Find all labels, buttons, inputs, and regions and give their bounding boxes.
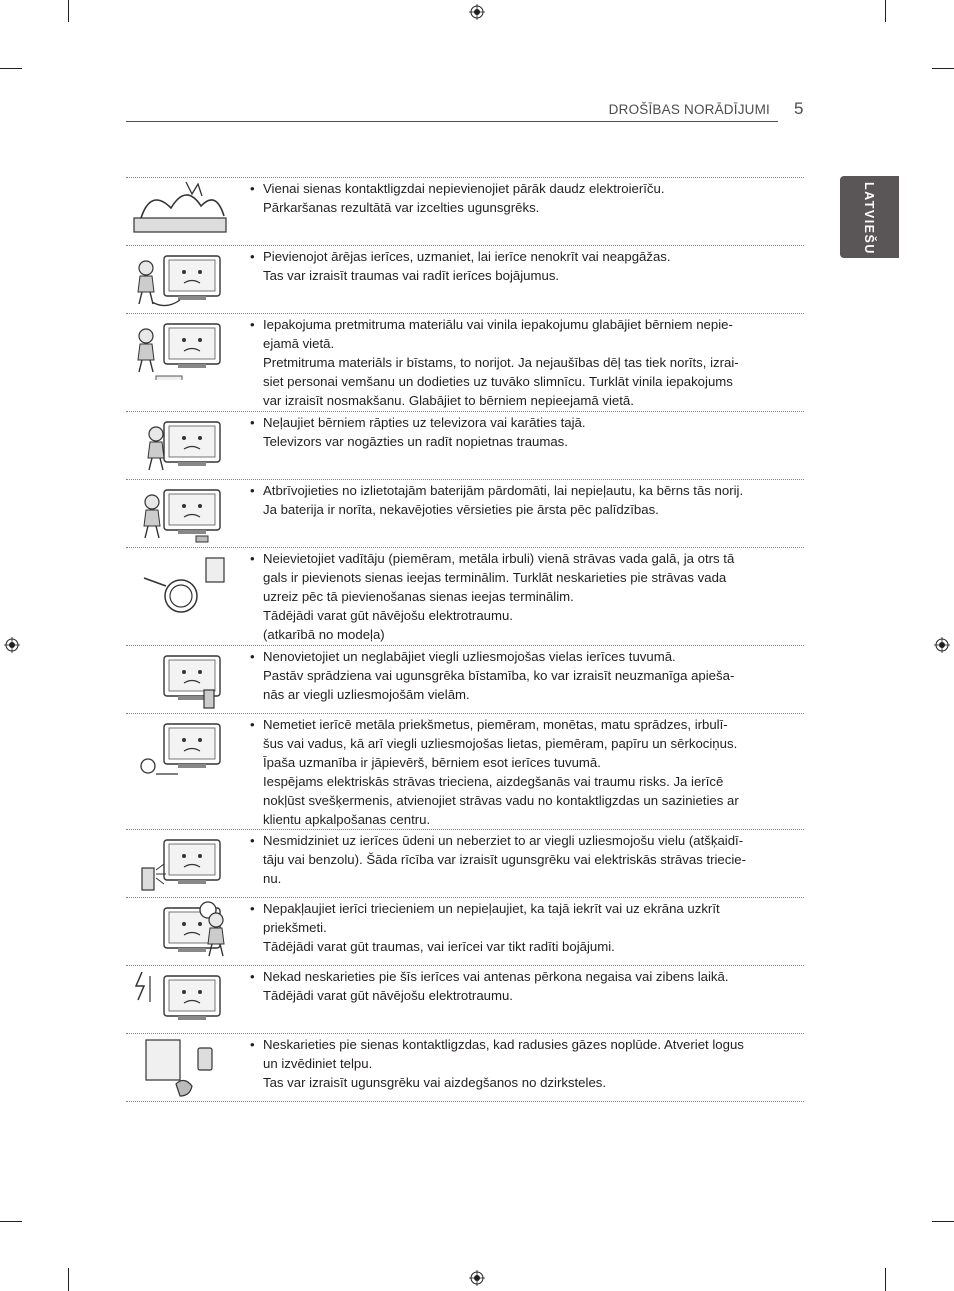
safety-item (126, 830, 804, 898)
bullet-marker: • (250, 181, 255, 196)
registration-mark-icon (469, 1270, 485, 1286)
header-rule (126, 121, 778, 122)
bullet-marker: • (250, 901, 255, 916)
safety-item-line: gals ir pievienots sienas ieejas terminālim. Turklāt neskarieties pie strāvas vada (263, 570, 727, 585)
safety-item-line: šus vai vadus, kā arī viegli uzliesmojošas lietas, piemēram, papīru un sērkociņus. (263, 736, 738, 751)
safety-item-line: Nemetiet ierīcē metāla priekšmetus, piemēram, monētas, matu sprādzes, irbulī- (263, 717, 728, 732)
bullet-marker: • (250, 1037, 255, 1052)
language-tab (840, 176, 899, 258)
power-strip-overload-illustration (126, 178, 236, 244)
safety-item-line: Tādējādi varat gūt traumas, vai ierīcei var tikt radīti bojājumi. (263, 939, 615, 954)
cable-metal-object-illustration (126, 548, 236, 614)
ball-hitting-tv-illustration (126, 898, 236, 964)
safety-item-line: uzreiz pēc tā pievienošanas sienas ieejas terminālim. (263, 589, 574, 604)
metal-objects-tv-illustration (126, 714, 236, 780)
safety-item (126, 178, 804, 246)
safety-item-text (250, 247, 800, 285)
safety-item-line: Pretmitruma materiāls ir bīstams, to norijot. Ja nejaušības dēļ tas tiek norīts, izrai- (263, 355, 739, 370)
child-climbing-tv-illustration (126, 412, 236, 478)
safety-item-text (250, 967, 800, 1005)
safety-item-line: un izvēdiniet telpu. (263, 1056, 373, 1071)
safety-item (126, 246, 804, 314)
safety-item-text (250, 899, 800, 956)
child-battery-illustration (126, 480, 236, 546)
safety-item-line: Īpaša uzmanība ir jāpievērš, bērniem esot ierīces tuvumā. (263, 755, 601, 770)
safety-item (126, 412, 804, 480)
safety-item-line: Tas var izraisīt ugunsgrēku vai aizdegšanos no dzirksteles. (263, 1075, 607, 1090)
safety-item-line: Iespējams elektriskās strāvas trieciena, aizdegšanās vai traumu risks. Ja ierīcē (263, 774, 724, 789)
safety-item-line: nu. (263, 871, 282, 886)
safety-item-line: (atkarībā no modeļa) (263, 627, 385, 642)
safety-item-line: Nekad neskarieties pie šīs ierīces vai antenas pērkona negaisa vai zibens laikā. (263, 969, 729, 984)
registration-mark-icon (934, 637, 950, 653)
page-number: 5 (794, 99, 804, 118)
safety-item-line: siet personai vemšanu un dodieties uz tuvāko slimnīcu. Turklāt vinila iepakojums (263, 374, 733, 389)
safety-item-text (250, 715, 800, 829)
safety-item-line: Iepakojuma pretmitruma materiālu vai vinila iepakojumu glabājiet bērniem nepie- (263, 317, 733, 332)
safety-item (126, 714, 804, 830)
safety-item (126, 966, 804, 1034)
child-tripping-cable-tv-illustration (126, 246, 236, 312)
safety-item-line: Neskarieties pie sienas kontaktligzdas, kad radusies gāzes noplūde. Atveriet logus (263, 1037, 744, 1052)
safety-item-text (250, 481, 800, 519)
language-tab-label: LATVIEŠU (862, 182, 876, 255)
crop-mark (68, 0, 69, 22)
bullet-marker: • (250, 833, 255, 848)
bullet-marker: • (250, 415, 255, 430)
registration-mark-icon (469, 4, 485, 20)
bullet-marker: • (250, 249, 255, 264)
flammable-spray-illustration (126, 646, 236, 712)
gas-leak-outlet-illustration (126, 1034, 236, 1100)
safety-item-line: Nenovietojiet un neglabājiet viegli uzliesmojošas vielas ierīces tuvumā. (263, 649, 676, 664)
safety-item-line: Tādējādi varat gūt nāvējošu elektrotraumu. (263, 988, 513, 1003)
safety-item-text (250, 831, 800, 888)
safety-item-text (250, 413, 800, 451)
safety-item (126, 646, 804, 714)
safety-item-line: Vienai sienas kontaktligzdai nepievienojiet pārāk daudz elektroierīču. (263, 181, 665, 196)
safety-item-line: Nesmidziniet uz ierīces ūdeni un neberziet to ar viegli uzliesmojošu vielu (atšķaidī- (263, 833, 744, 848)
bullet-marker: • (250, 483, 255, 498)
safety-item-line: Atbrīvojieties no izlietotajām baterijām pārdomāti, lai nepieļautu, ka bērns tās norij. (263, 483, 744, 498)
safety-item-text (250, 315, 800, 410)
crop-mark (0, 68, 22, 69)
registration-mark-icon (4, 637, 20, 653)
safety-item-text (250, 647, 800, 704)
safety-item-text (250, 1035, 800, 1092)
safety-item-line: klientu apkalpošanas centru. (263, 812, 431, 827)
safety-item-line: tāju vai benzolu). Šāda rīcība var izraisīt ugunsgrēku vai elektriskās strāvas triecie- (263, 852, 747, 867)
bullet-marker: • (250, 551, 255, 566)
crop-mark (0, 1221, 22, 1222)
safety-item (126, 314, 804, 412)
crop-mark (68, 1268, 69, 1291)
crop-mark (932, 68, 954, 69)
child-packaging-illustration (126, 314, 236, 380)
safety-item-line: Tādējādi varat gūt nāvējošu elektrotraumu. (263, 608, 513, 623)
safety-item-line: priekšmeti. (263, 920, 327, 935)
crop-mark (885, 0, 886, 22)
safety-item-line: Televizors var nogāzties un radīt nopietnas traumas. (263, 434, 568, 449)
safety-item-line: Nepakļaujiet ierīci triecieniem un nepieļaujiet, ka tajā iekrīt vai uz ekrāna uzkrīt (263, 901, 720, 916)
safety-item-line: Neļaujiet bērniem rāpties uz televizora vai karāties tajā. (263, 415, 586, 430)
water-spray-tv-illustration (126, 830, 236, 896)
safety-item-line: Pastāv sprādziena vai ugunsgrēka bīstamība, ko var izraisīt neuzmanīga apieša- (263, 668, 735, 683)
bullet-marker: • (250, 649, 255, 664)
bullet-marker: • (250, 717, 255, 732)
safety-item-line: Neievietojiet vadītāju (piemēram, metāla irbuli) vienā strāvas vada galā, ja otrs tā (263, 551, 735, 566)
safety-instructions-table (126, 177, 804, 1102)
safety-item-line: nokļūst svešķermenis, atvienojiet strāvas vadu no kontaktligzdas un sazinieties ar (263, 793, 739, 808)
crop-mark (885, 1268, 886, 1291)
safety-item-line: var izraisīt nosmakšanu. Glabājiet to bērniem nepieejamā vietā. (263, 393, 634, 408)
safety-item-line: ejamā vietā. (263, 336, 335, 351)
safety-item-line: Tas var izraisīt traumas vai radīt ierīces bojājumus. (263, 268, 560, 283)
safety-item-line: Ja baterija ir norīta, nekavējoties vērsieties pie ārsta pēc palīdzības. (263, 502, 659, 517)
bullet-marker: • (250, 969, 255, 984)
safety-item-line: nās ar viegli uzliesmojošām vielām. (263, 687, 470, 702)
safety-item (126, 480, 804, 548)
safety-item (126, 898, 804, 966)
safety-item-text (250, 549, 800, 644)
safety-item-text (250, 179, 800, 217)
bullet-marker: • (250, 317, 255, 332)
section-title: DROŠĪBAS NORĀDĪJUMI (608, 102, 770, 117)
safety-item-line: Pievienojot ārējas ierīces, uzmaniet, lai ierīce nenokrīt vai neapgāžas. (263, 249, 671, 264)
lightning-antenna-illustration (126, 966, 236, 1032)
safety-item-line: Pārkaršanas rezultātā var izcelties ugunsgrēks. (263, 200, 540, 215)
crop-mark (932, 1221, 954, 1222)
safety-item (126, 1034, 804, 1102)
safety-item (126, 548, 804, 646)
